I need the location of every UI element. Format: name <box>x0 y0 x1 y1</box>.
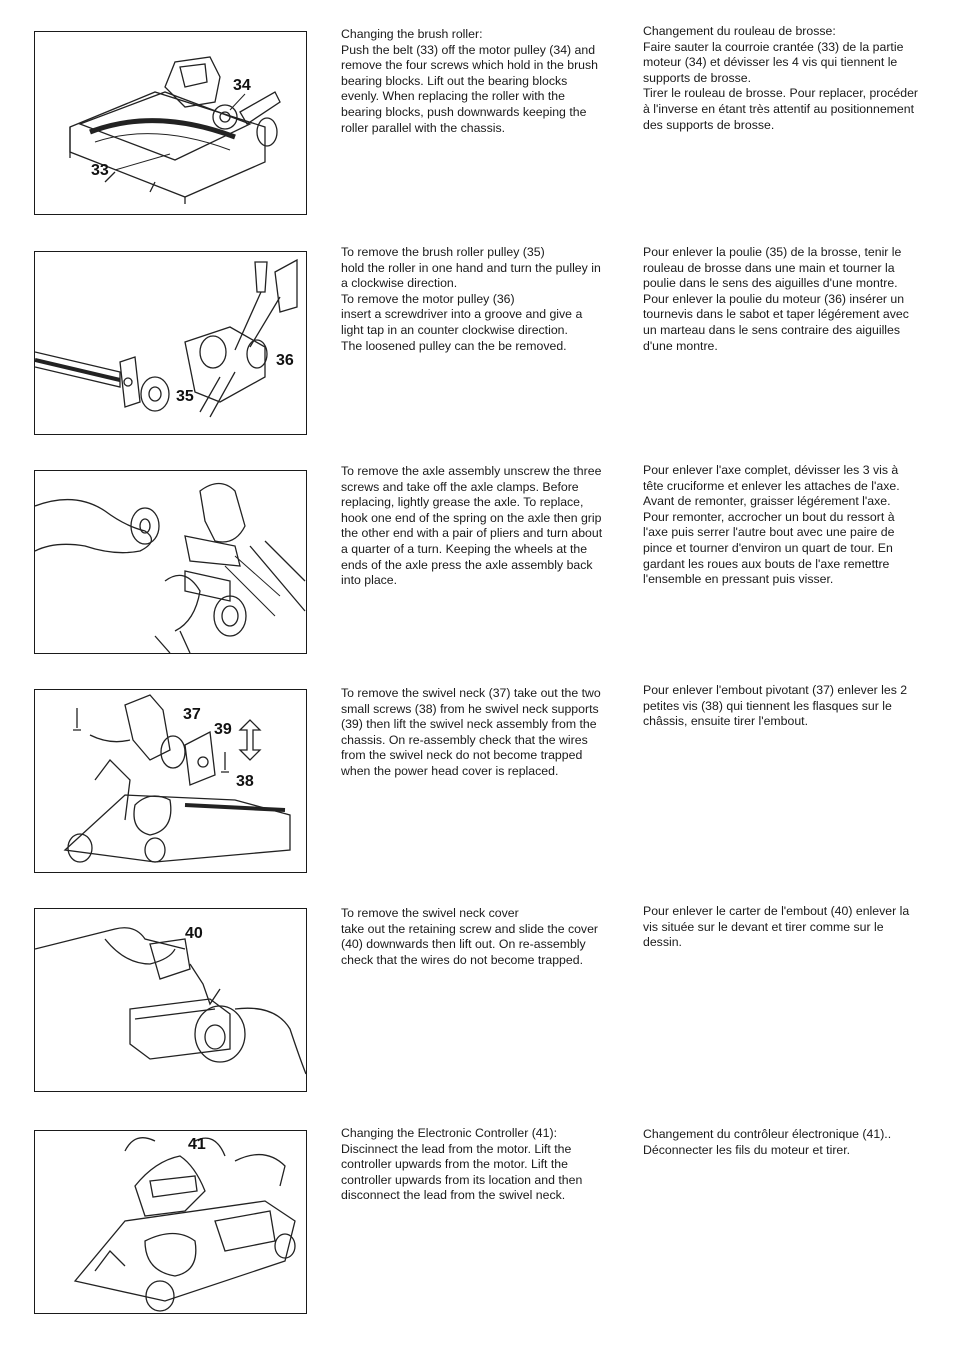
callout-38: 38 <box>236 773 254 790</box>
text-english <box>341 464 607 589</box>
paragraph: Pour enlever la poulie du moteur (36) insérer un tournevis dans le sabot et taper légérement avec un marteau dans le sens contraire des aiguilles d'une montre. <box>643 291 909 353</box>
text-french <box>643 245 919 354</box>
callout-36: 36 <box>276 352 294 369</box>
callout-35: 35 <box>176 388 194 405</box>
text-english <box>341 686 607 780</box>
text-french <box>643 24 919 133</box>
text-french <box>643 1127 919 1158</box>
callout-41: 41 <box>188 1136 206 1153</box>
controller-illustration <box>35 1131 306 1313</box>
pulley-illustration <box>35 252 306 434</box>
cover-illustration <box>35 909 306 1091</box>
text-english <box>341 906 607 968</box>
figure-swivel-neck-cover <box>34 908 307 1092</box>
figure-axle <box>34 470 307 654</box>
paragraph: Déconnecter les fils du moteur et tirer. <box>643 1142 851 1157</box>
callout-37: 37 <box>183 706 201 723</box>
paragraph: To remove the brush roller pulley (35) <box>341 245 545 259</box>
paragraph: To remove the swivel neck (37) take out the two small screws (38) from he swivel neck supports (39) then lift the swivel neck assembly from the chassis. On re-assembly check that the wires from the swivel neck do not become trapped when the power head cover is replaced. <box>341 686 601 778</box>
paragraph: Pour enlever l'embout pivotant (37) enlever les 2 petites vis (38) qui tiennent les flasques sur le châssis, ensuite tirer l'embout. <box>643 683 908 729</box>
paragraph: Pour enlever le carter de l'embout (40) enlever la vis située sur le devant et tirer comme sur le dessin. <box>643 904 910 950</box>
callout-39: 39 <box>214 721 232 738</box>
paragraph: To remove the motor pulley (36) <box>341 291 515 306</box>
paragraph: Pour enlever la poulie (35) de la brosse, tenir le rouleau de brosse dans une main et tourner la poulie dans le sens des aiguilles d'une montre. <box>643 245 902 291</box>
figure-electronic-controller <box>34 1130 307 1314</box>
paragraph: Changement du contrôleur électronique (41).. <box>643 1127 892 1141</box>
vacuum-illustration <box>35 32 306 214</box>
paragraph: Pour enlever l'axe complet, dévisser les 3 vis à tête cruciforme et enlever les attaches de l'axe. Avant de remonter, graisser légérement l'axe. Pour remonter, accrocher un bout du ressort à l'axe puis serrer l'autre bout avec une paire de pince et tourner d'environ un quart de tour. En gardant les roues aux bouts de l'axe remettre l'ensemble en pressant puis visser. <box>643 463 900 587</box>
callout-34: 34 <box>233 77 251 94</box>
text-english <box>341 1126 607 1204</box>
paragraph: Discinnect the lead from the motor. Lift the controller upwards from the motor. Lift the controller upwards from its location and then disconnect the lead from the swivel neck. <box>341 1141 583 1203</box>
callout-40: 40 <box>185 925 203 942</box>
swivel-neck-illustration <box>35 690 306 872</box>
text-english <box>341 27 607 136</box>
paragraph: take out the retaining screw and slide the cover (40) downwards then lift out. On re-assembly check that the wires do not become trapped. <box>341 921 599 967</box>
paragraph: Changing the brush roller: <box>341 27 483 41</box>
text-french <box>643 463 919 588</box>
axle-illustration <box>35 471 306 653</box>
paragraph: To remove the swivel neck cover <box>341 906 519 920</box>
paragraph: Changement du rouleau de brosse: <box>643 24 836 38</box>
paragraph: The loosened pulley can the be removed. <box>341 338 567 353</box>
paragraph: insert a screwdriver into a groove and give a light tap in an counter clockwise direction. <box>341 307 583 337</box>
callout-33: 33 <box>91 162 109 179</box>
text-french <box>643 904 919 951</box>
figure-pulleys <box>34 251 307 435</box>
figure-brush-roller <box>34 31 307 215</box>
text-french <box>643 683 919 730</box>
paragraph: Faire sauter la courroie crantée (33) de la partie moteur (34) et dévisser les 4 vis qui tiennent le supports de brosse. <box>643 39 904 85</box>
paragraph: Changing the Electronic Controller (41): <box>341 1126 557 1140</box>
paragraph: Tirer le rouleau de brosse. Pour replacer, procéder à l'inverse en étant très attentif au positionnement des supports de brosse. <box>643 86 918 132</box>
text-english <box>341 245 607 354</box>
paragraph: Push the belt (33) off the motor pulley (34) and remove the four screws which hold in the brush bearing blocks. Lift out the bearing blocks evenly. When replacing the roller with the bearing blocks, push downwards keeping the roller parallel with the chassis. <box>341 42 598 135</box>
figure-swivel-neck <box>34 689 307 873</box>
paragraph: To remove the axle assembly unscrew the three screws and take off the axle clamps. Before replacing, lightly grease the axle. To replace, hook one end of the spring on the axle then grip the other end with a pair of pliers and turn about a quarter of a turn. Keeping the wheels at the ends of the axle press the axle assembly back into place. <box>341 464 603 588</box>
paragraph: hold the roller in one hand and turn the pulley in a clockwise direction. <box>341 260 601 291</box>
